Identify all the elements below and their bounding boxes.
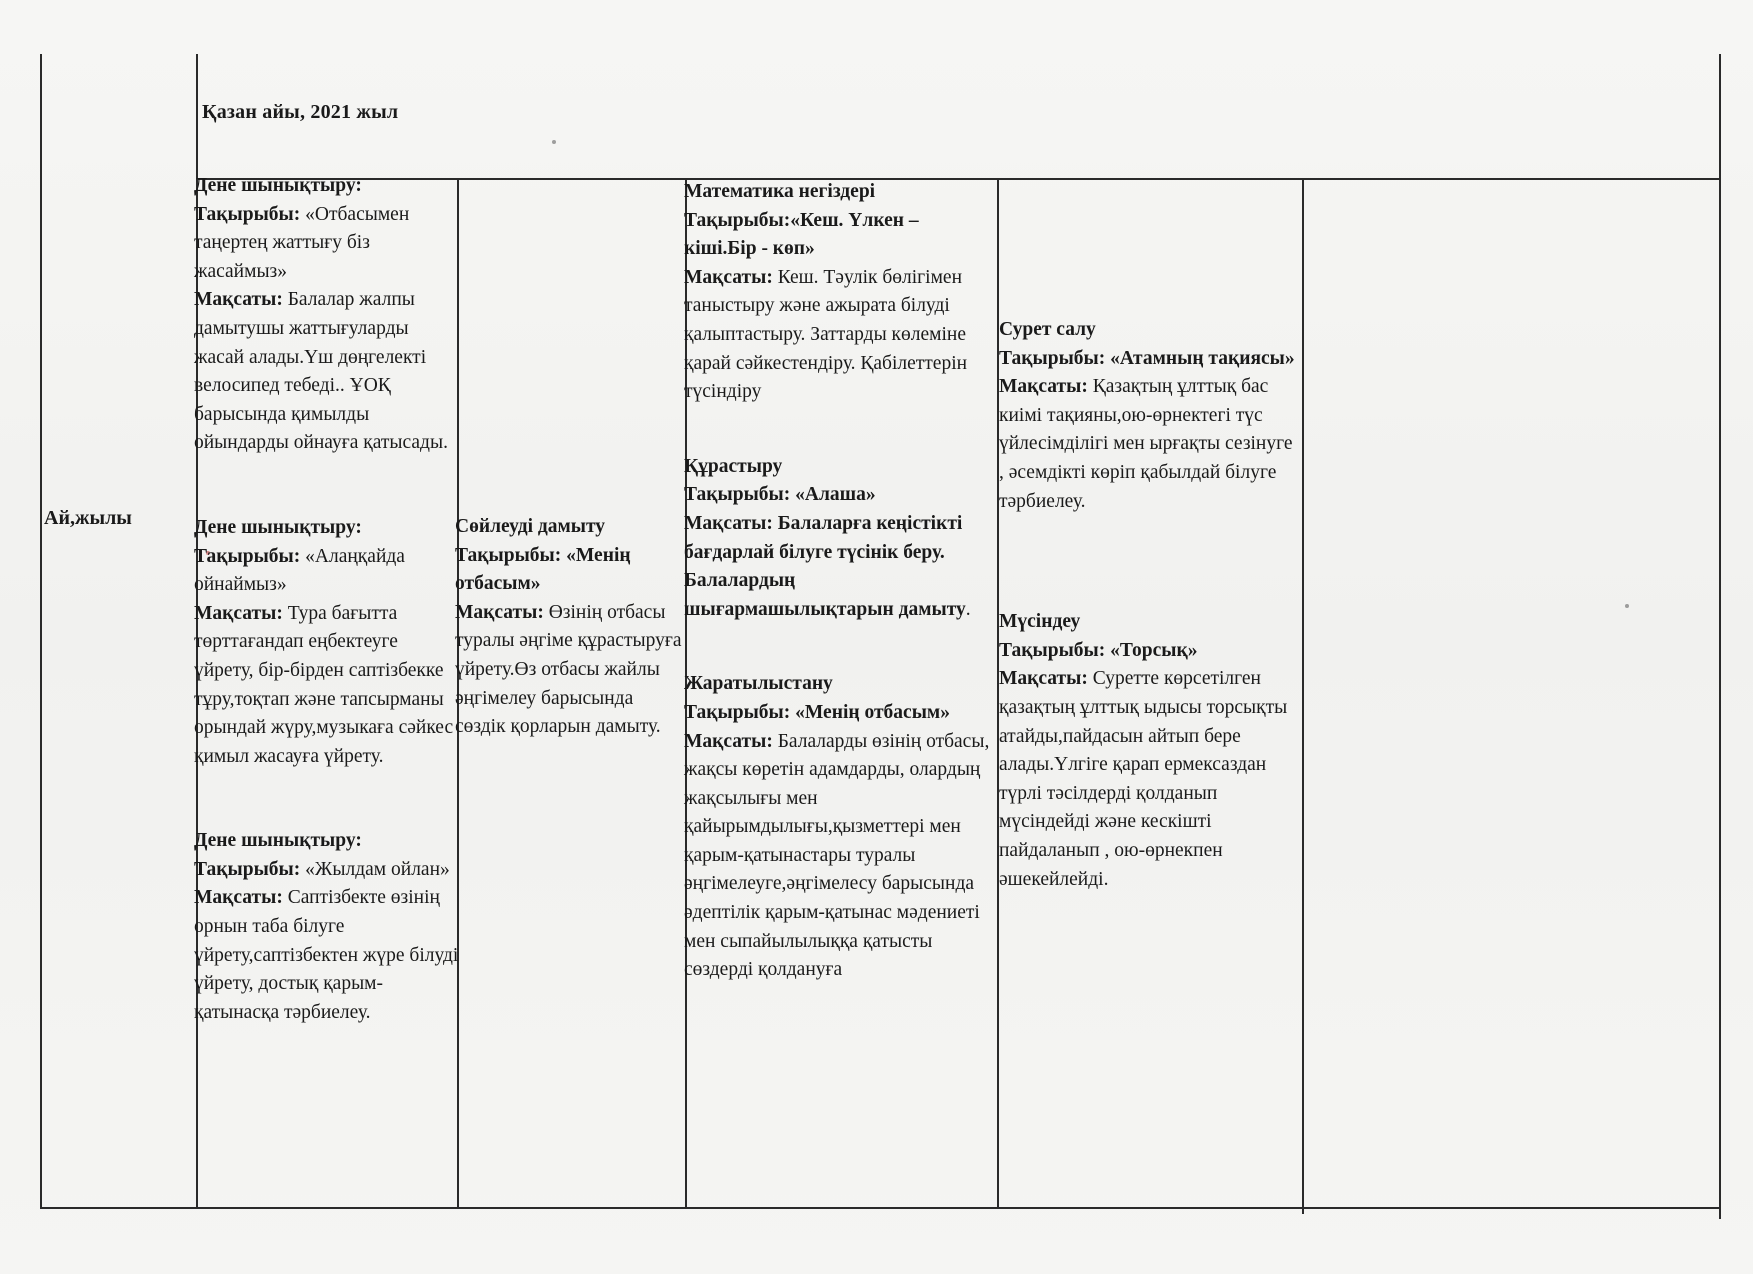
scan-speck [552,140,556,144]
topic-label: Тақырыбы: [684,701,791,723]
topic-text: «Отбасымен таңертең жаттығу біз жасаймыз» [194,203,410,282]
topic-text: «Менің отбасым» [455,544,631,595]
topic-text: «Торсық» [1110,639,1198,661]
goal-text: Балаларды өзінің отбасы, жақсы көретін адамдарды, олардың жақсылығы мен қайырымдылығы,қызметтері мен қарым-қатынастары туралы әңгімелеуге,әңгімелесу барысында әдептілік қарым-қатынас мәдениеті мен сыпайылылыққа қатысты сөздерді қолдануға [684,730,990,981]
lesson-block [684,670,996,985]
month-year-header: Қазан айы, 2021 жыл [202,101,399,123]
goal-text: Өзінің отбасы туралы әңгіме құрастыруға үйрету.Өз отбасы жайлы әңгімелеу барысында сөздік қорларын дамыту. [455,601,682,738]
goal-label: Мақсаты: [194,602,283,624]
subject-title: Сурет салу [999,319,1096,340]
goal-label: Мақсаты: [684,512,773,534]
lesson-block [999,608,1299,894]
lesson-block [684,453,996,625]
lesson-block [999,316,1299,516]
goal-label: Мақсаты: [684,266,773,288]
topic-text: «Менің отбасым» [795,701,950,723]
goal-text: Кеш. Тәулік бөлігімен таныстыру және ажырата білуді қалыптастыру. Заттарды көлеміне қарай сәйкестендіру. Қабілеттерін түсіндіру [684,266,968,403]
topic-label: Тақырыбы: [684,484,791,506]
goal-tail: . [965,598,971,620]
subject-title: Дене шынықтыру: [194,175,362,196]
topic-label: Тақырыбы: [455,544,562,566]
goal-label: Мақсаты: [455,601,544,623]
lesson-block [684,178,996,407]
topic-text: «Алаша» [795,484,876,506]
goal-label: Мақсаты: [194,289,283,311]
table-bottom-border [40,1207,1721,1209]
column-math-construction-nature [684,178,996,985]
lesson-block [194,514,460,771]
subject-title: Дене шынықтыру: [194,830,362,852]
goal-text: Балаларға кеңістікті бағдарлай білуге түсінік беру. Балалардың шығармашылықтарын дамыту [684,512,966,620]
goal-text: Саптізбекте өзінің орнын таба білуге үйрету,саптізбектен жүре білуді үйрету, достық қарым-қатынасқа тәрбиелеу. [194,887,459,1023]
goal-text: Суретте көрсетілген қазақтың ұлттық ыдысы торсықты атайды,пайдасын айтып бере алады.Үлгіге қарап ермексаздан түрлі тәсілдерді қолданып мүсіндейді және кескішті пайдаланып , ою-өрнекпен әшекейлейді. [999,668,1288,890]
table-right-border [1719,54,1721,1219]
topic-label: Тақырыбы: [999,347,1106,369]
table-left-border [40,54,42,1209]
goal-text: Тура бағытта төрттағандап еңбектеуге үйрету, бір-бірден саптізбекке тұру,тоқтап және тапсырманы орындай жүру,музыкаға сәйкес қимыл жасауға үйрету. [194,602,454,767]
lesson-block [194,827,460,1027]
subject-title: Жаратылыстану [684,673,833,695]
column-physical-education [194,172,460,1027]
subject-title: Мүсіндеу [999,611,1081,633]
topic-label: Тақырыбы: [684,209,791,231]
topic-text: «Кеш. Үлкен – кіші.Бір - көп» [684,209,919,260]
goal-text: Балалар жалпы дамытушы жаттығуларды жасай алады.Үш дөңгелекті велосипед тебеді.. ҰОҚ барысында қимылды ойындарды ойнауға қатысады. [194,289,448,454]
subject-title: Математика негіздері [684,181,876,202]
goal-text: Қазақтың ұлттық бас киімі тақияны,ою-өрнектегі түс үйлесімділігі мен ырғақты сезінуге , әсемдікті көріп қабылдай білуге тәрбиелеу. [999,376,1293,512]
goal-label: Мақсаты: [684,730,773,752]
goal-label: Мақсаты: [194,887,283,909]
column-empty [1304,180,1718,1206]
column-drawing-modeling [999,316,1299,894]
topic-label: Тақырыбы: [194,545,301,567]
goal-label: Мақсаты: [999,376,1088,398]
row-label-month-year: Ай,жылы [44,507,132,529]
goal-label: Мақсаты: [999,668,1088,690]
subject-title: Дене шынықтыру: [194,516,362,538]
lesson-block [455,513,687,742]
subject-title: Сөйлеуді дамыту [455,516,606,537]
lesson-block [194,172,460,458]
subject-title: Құрастыру [684,455,783,477]
topic-text: «Атамның тақиясы» [1110,347,1295,369]
column-speech-development [455,513,687,742]
topic-label: Тақырыбы: [999,639,1106,661]
topic-label: Тақырыбы: [194,203,301,225]
topic-text: «Алаңқайда ойнаймыз» [194,545,405,596]
topic-label: Тақырыбы: [194,858,301,880]
topic-text: «Жылдам ойлан» [305,858,450,880]
